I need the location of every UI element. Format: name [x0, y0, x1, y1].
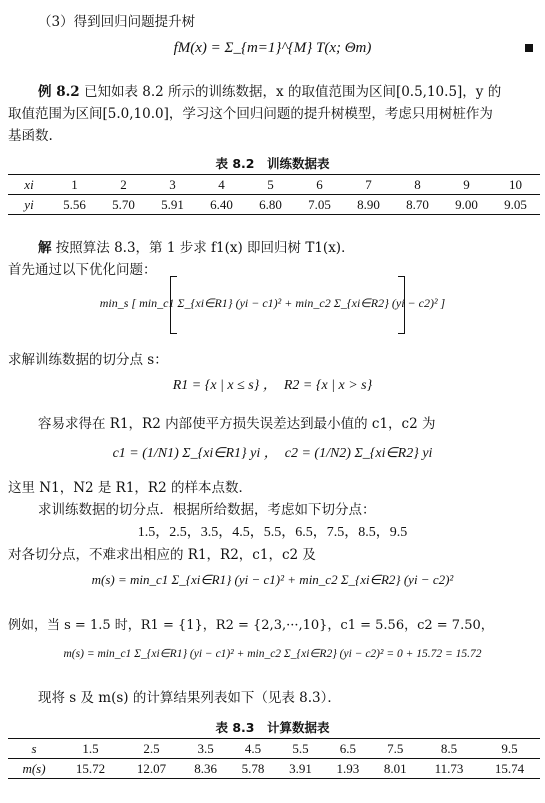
table-cell: 4.5 — [229, 739, 276, 759]
table-cell: 5.70 — [99, 195, 148, 215]
table-cell: 15.74 — [479, 759, 540, 779]
table-header-m: m(s) — [8, 759, 60, 779]
example-text-1: 已知如表 8.2 所示的训练数据，x 的取值范围为区间[0.5,10.5]，y 的 — [83, 84, 502, 100]
table-cell: 6 — [295, 175, 344, 195]
table-header-y: yi — [8, 195, 50, 215]
table-cell: 3 — [148, 175, 197, 195]
table-cell: 11.73 — [419, 759, 479, 779]
solution-line-7: 对各切分点，不难求出相应的 R1，R2，c1，c2 及 — [8, 547, 316, 563]
computation-table — [8, 738, 540, 779]
example-line-1 — [38, 80, 501, 100]
table-cell: 8.36 — [182, 759, 229, 779]
table-cell: 8.70 — [393, 195, 442, 215]
table-cell: 2 — [99, 175, 148, 195]
example-line-2: 取值范围为区间[5.0,10.0]，学习这个回归问题的提升树模型，考虑只用树桩作为 — [8, 106, 493, 122]
table-row-m — [8, 759, 540, 779]
solution-line-1 — [38, 236, 355, 256]
regions-equation: R1 = {x | x ≤ s} ， R2 = {x | x > s} — [172, 378, 373, 393]
split-points: 1.5，2.5，3.5，4.5，5.5，6.5，7.5，8.5，9.5 — [137, 525, 408, 540]
table-header-s: s — [8, 739, 60, 759]
example-label: 例 8.2 — [38, 84, 80, 100]
table-cell: 6.40 — [197, 195, 246, 215]
solution-line-6: 求训练数据的切分点．根据所给数据，考虑如下切分点： — [38, 502, 376, 518]
table-cell: 7.05 — [295, 195, 344, 215]
table-cell: 4 — [197, 175, 246, 195]
table-cell: 8 — [393, 175, 442, 195]
table-cell: 5.91 — [148, 195, 197, 215]
table-cell: 7.5 — [372, 739, 419, 759]
table-cell: 5.56 — [50, 195, 99, 215]
solution-line-5: 这里 N1，N2 是 R1，R2 的样本点数． — [8, 480, 252, 496]
table-cell: 8.01 — [372, 759, 419, 779]
table-cell: 5.78 — [229, 759, 276, 779]
table-cell: 3.5 — [182, 739, 229, 759]
m-example-equation: m(s) = min_c1 Σ_{xi∈R1} (yi − c1)² + min_c2 Σ_{xi∈R2} (yi − c2)² = 0 + 15.72 = 15.72 — [63, 648, 482, 660]
table-8-3-caption: 表 8.3 计算数据表 — [215, 720, 330, 735]
solution-line-8: 例如，当 s = 1.5 时，R1 = {1}，R2 = {2,3,···,10}，c1 = 5.56，c2 = 7.50， — [8, 618, 494, 633]
table-cell: 2.5 — [121, 739, 182, 759]
table-cell: 9 — [442, 175, 491, 195]
solution-text-1: 按照算法 8.3，第 1 步求 f1(x) 即回归树 T1(x)． — [55, 240, 355, 256]
example-line-3: 基函数. — [8, 128, 53, 144]
m-equation: m(s) = min_c1 Σ_{xi∈R1} (yi − c1)² + min_c2 Σ_{xi∈R2} (yi − c2)² — [91, 572, 454, 587]
table-cell: 12.07 — [121, 759, 182, 779]
table-cell: 1 — [50, 175, 99, 195]
table-cell: 9.00 — [442, 195, 491, 215]
optimization-equation: min_s [ min_c1 Σ_{xi∈R1} (yi − c1)² + min_c2 Σ_{xi∈R2} (yi − c2)² ] — [99, 296, 446, 310]
solution-line-9: 现将 s 及 m(s) 的计算结果列表如下（见表 8.3）． — [38, 690, 341, 706]
table-row-s — [8, 739, 540, 759]
table-header-x: xi — [8, 175, 50, 195]
table-cell: 3.91 — [277, 759, 324, 779]
training-data-table — [8, 174, 540, 215]
table-cell: 5.5 — [277, 739, 324, 759]
table-cell: 6.80 — [246, 195, 295, 215]
solution-line-4: 容易求得在 R1，R2 内部使平方损失误差达到最小值的 c1，c2 为 — [38, 416, 436, 432]
table-row-y — [8, 195, 540, 215]
table-cell: 9.5 — [479, 739, 540, 759]
table-cell: 5 — [246, 175, 295, 195]
end-of-proof-mark — [525, 44, 533, 52]
solution-line-2: 首先通过以下优化问题： — [8, 262, 157, 278]
table-cell: 9.05 — [491, 195, 540, 215]
equation-fm: fM(x) = Σ_{m=1}^{M} T(x; Θm) — [173, 40, 372, 56]
solution-line-3: 求解训练数据的切分点 s： — [8, 352, 168, 368]
solution-label: 解 — [38, 240, 52, 256]
table-cell: 15.72 — [60, 759, 121, 779]
table-8-2-caption: 表 8.2 训练数据表 — [215, 156, 330, 171]
section-heading: （3）得到回归问题提升树 — [38, 14, 196, 30]
table-cell: 1.93 — [324, 759, 371, 779]
table-cell: 8.90 — [344, 195, 393, 215]
table-cell: 1.5 — [60, 739, 121, 759]
c-equation: c1 = (1/N1) Σ_{xi∈R1} yi ， c2 = (1/N2) Σ_{xi∈R2} yi — [112, 446, 433, 461]
table-cell: 6.5 — [324, 739, 371, 759]
table-cell: 8.5 — [419, 739, 479, 759]
table-row-x — [8, 175, 540, 195]
table-cell: 7 — [344, 175, 393, 195]
table-cell: 10 — [491, 175, 540, 195]
